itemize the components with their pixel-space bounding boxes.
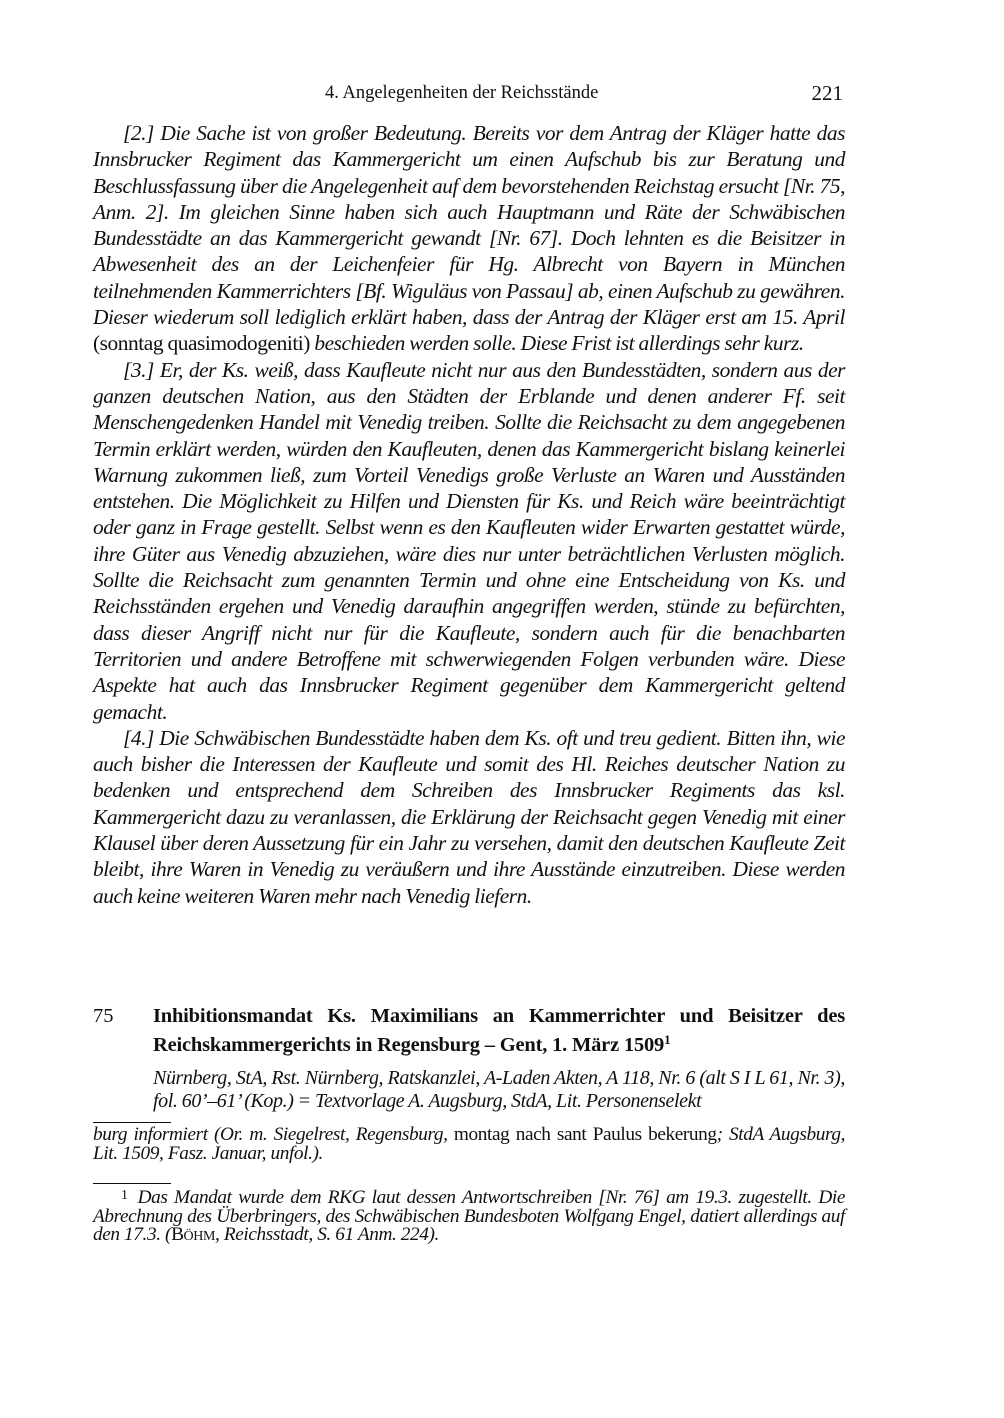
paragraph-4: [4.] Die Schwäbischen Bundesstädte haben dem Ks. oft und treu gedient. Bitten ihn, wie auch bisher die Interessen der Kaufleute und somit des Hl. Reiches deutscher Nation zu bedenken und entsprechend dem Schreiben des Innsbrucker Regiments das ksl. Kammergericht dazu zu veranlassen, die Erklärung der Reichsacht gegen Venedig mit einer Klausel über deren Aussetzung für ein Jahr zu versehen, damit den deutschen Kaufleute Zeit bleibt, ihre Waren in Venedig zu veräußern und ihre Ausstände einzutreiben. Diese werden auch keine weiteren Waren mehr nach Venedig liefern. xyxy=(93,725,845,908)
continued-note xyxy=(93,1126,845,1163)
footnote-author: Böhm xyxy=(171,1224,216,1245)
document-entry xyxy=(93,1005,845,1113)
paragraph-2-text-end: beschieden werden solle. Diese Frist ist allerdings sehr kurz. xyxy=(309,331,804,356)
entry-title xyxy=(153,1005,845,1057)
running-title: 4. Angelegenheiten der Reichsstände xyxy=(325,83,599,103)
footnote-1 xyxy=(93,1187,845,1245)
entry-source: Nürnberg, StA, Rst. Nürnberg, Ratskanzlei, A-Laden Akten, A 118, Nr. 6 (alt S I L 61, Nr. 3), fol. 60’–61’ (Kop.) = Textvorlage A. Augsburg, StdA, Lit. Personenselekt xyxy=(153,1067,845,1112)
quoted-date-roman: (sonntag quasimodogeniti) xyxy=(93,331,310,356)
continued-note-text: burg informiert (Or. m. Siegelrest, Regensburg, xyxy=(93,1124,454,1145)
running-head xyxy=(93,80,845,106)
footnote-text: Das Mandat wurde dem RKG laut dessen Antwortschreiben [Nr. 76] am 19.3. zugestellt. Die Abrechnung des Überbringers, des Schwäbischen Bundesboten Wolfgang Engel, datiert allerdings auf den 17.3. ( xyxy=(93,1187,845,1245)
footnote-text-end: , Reichsstadt, S. 61 Anm. 224). xyxy=(215,1224,439,1245)
paragraph-2 xyxy=(93,120,845,357)
page-number: 221 xyxy=(811,81,843,105)
footnote-mark: 1 xyxy=(121,1188,128,1203)
footnote-ref[interactable]: 1 xyxy=(664,1032,671,1047)
entry-number: 75 xyxy=(93,1005,114,1027)
entry-title-text: Inhibitionsmandat Ks. Maximilians an Kammerrichter und Beisitzer des Reichskammergerichts in Regensburg – Gent, 1. März 1509 xyxy=(153,1005,845,1056)
continued-note-roman: montag nach sant Paulus bekerung xyxy=(453,1124,717,1145)
paragraph-3: [3.] Er, der Ks. weiß, dass Kaufleute nicht nur aus den Bundesstädten, sondern aus der ganzen deutschen Nation, aus den Städten der Erblande und denen anderer Ff. seit Menschengedenken Handel mit Venedig treiben. Sollte die Reichsacht zu dem angegebenen Termin erklärt werden, würden den Kaufleuten, denen das Kammergericht bislang keinerlei Warnung zukommen ließ, zum Vorteil Venedigs große Verluste an Waren und Ausständen entstehen. Die Möglichkeit zu Hilfen und Diensten für Ks. und Reich wäre beeinträchtigt oder ganz in Frage gestellt. Selbst wenn es den Kaufleuten wider Erwarten gestattet würde, ihre Güter aus Venedig abzuziehen, wäre dies nur unter beträchtlichen Verlusten möglich. Sollte die Reichsacht zum genannten Termin und ohne eine Entscheidung von Ks. und Reichsständen ergehen und Venedig daraufhin angegriffen werden, stünde zu befürchten, dass dieser Angriff nicht nur für die Kaufleute, sondern auch für die benachbarten Territorien und andere Betroffene mit schwerwiegenden Folgen verbunden wäre. Diese Aspekte hat auch das Innsbrucker Regiment gegenüber dem Kammergericht geltend gemacht. xyxy=(93,357,845,724)
footnote-divider xyxy=(93,1122,171,1123)
paragraph-2-text: [2.] Die Sache ist von großer Bedeutung. Bereits vor dem Antrag der Kläger hatte das Innsbrucker Regiment das Kammergericht um einen Aufschub bis zur Beratung und Beschlussfassung über die Angelegenheit auf dem bevorstehenden Reichstag ersucht [Nr. 75, Anm. 2]. Im gleichen Sinne haben sich auch Hauptmann und Räte der Schwäbischen Bundesstädte an das Kammergericht gewandt [Nr. 67]. Doch lehnten es die Beisitzer in Abwesenheit des an der Leichenfeier für Hg. Albrecht von Bayern in München teilnehmenden Kammerrichters [Bf. Wiguläus von Passau] ab, einen Aufschub zu gewähren. Dieser wiederum soll lediglich erklärt haben, dass der Antrag der Kläger erst am 15. April xyxy=(93,121,845,330)
body-text xyxy=(93,120,845,909)
footnote-divider xyxy=(93,1183,171,1184)
continued-note-text-end: ; StdA Augsburg, Lit. 1509, Fasz. Januar, unfol.). xyxy=(93,1124,845,1164)
